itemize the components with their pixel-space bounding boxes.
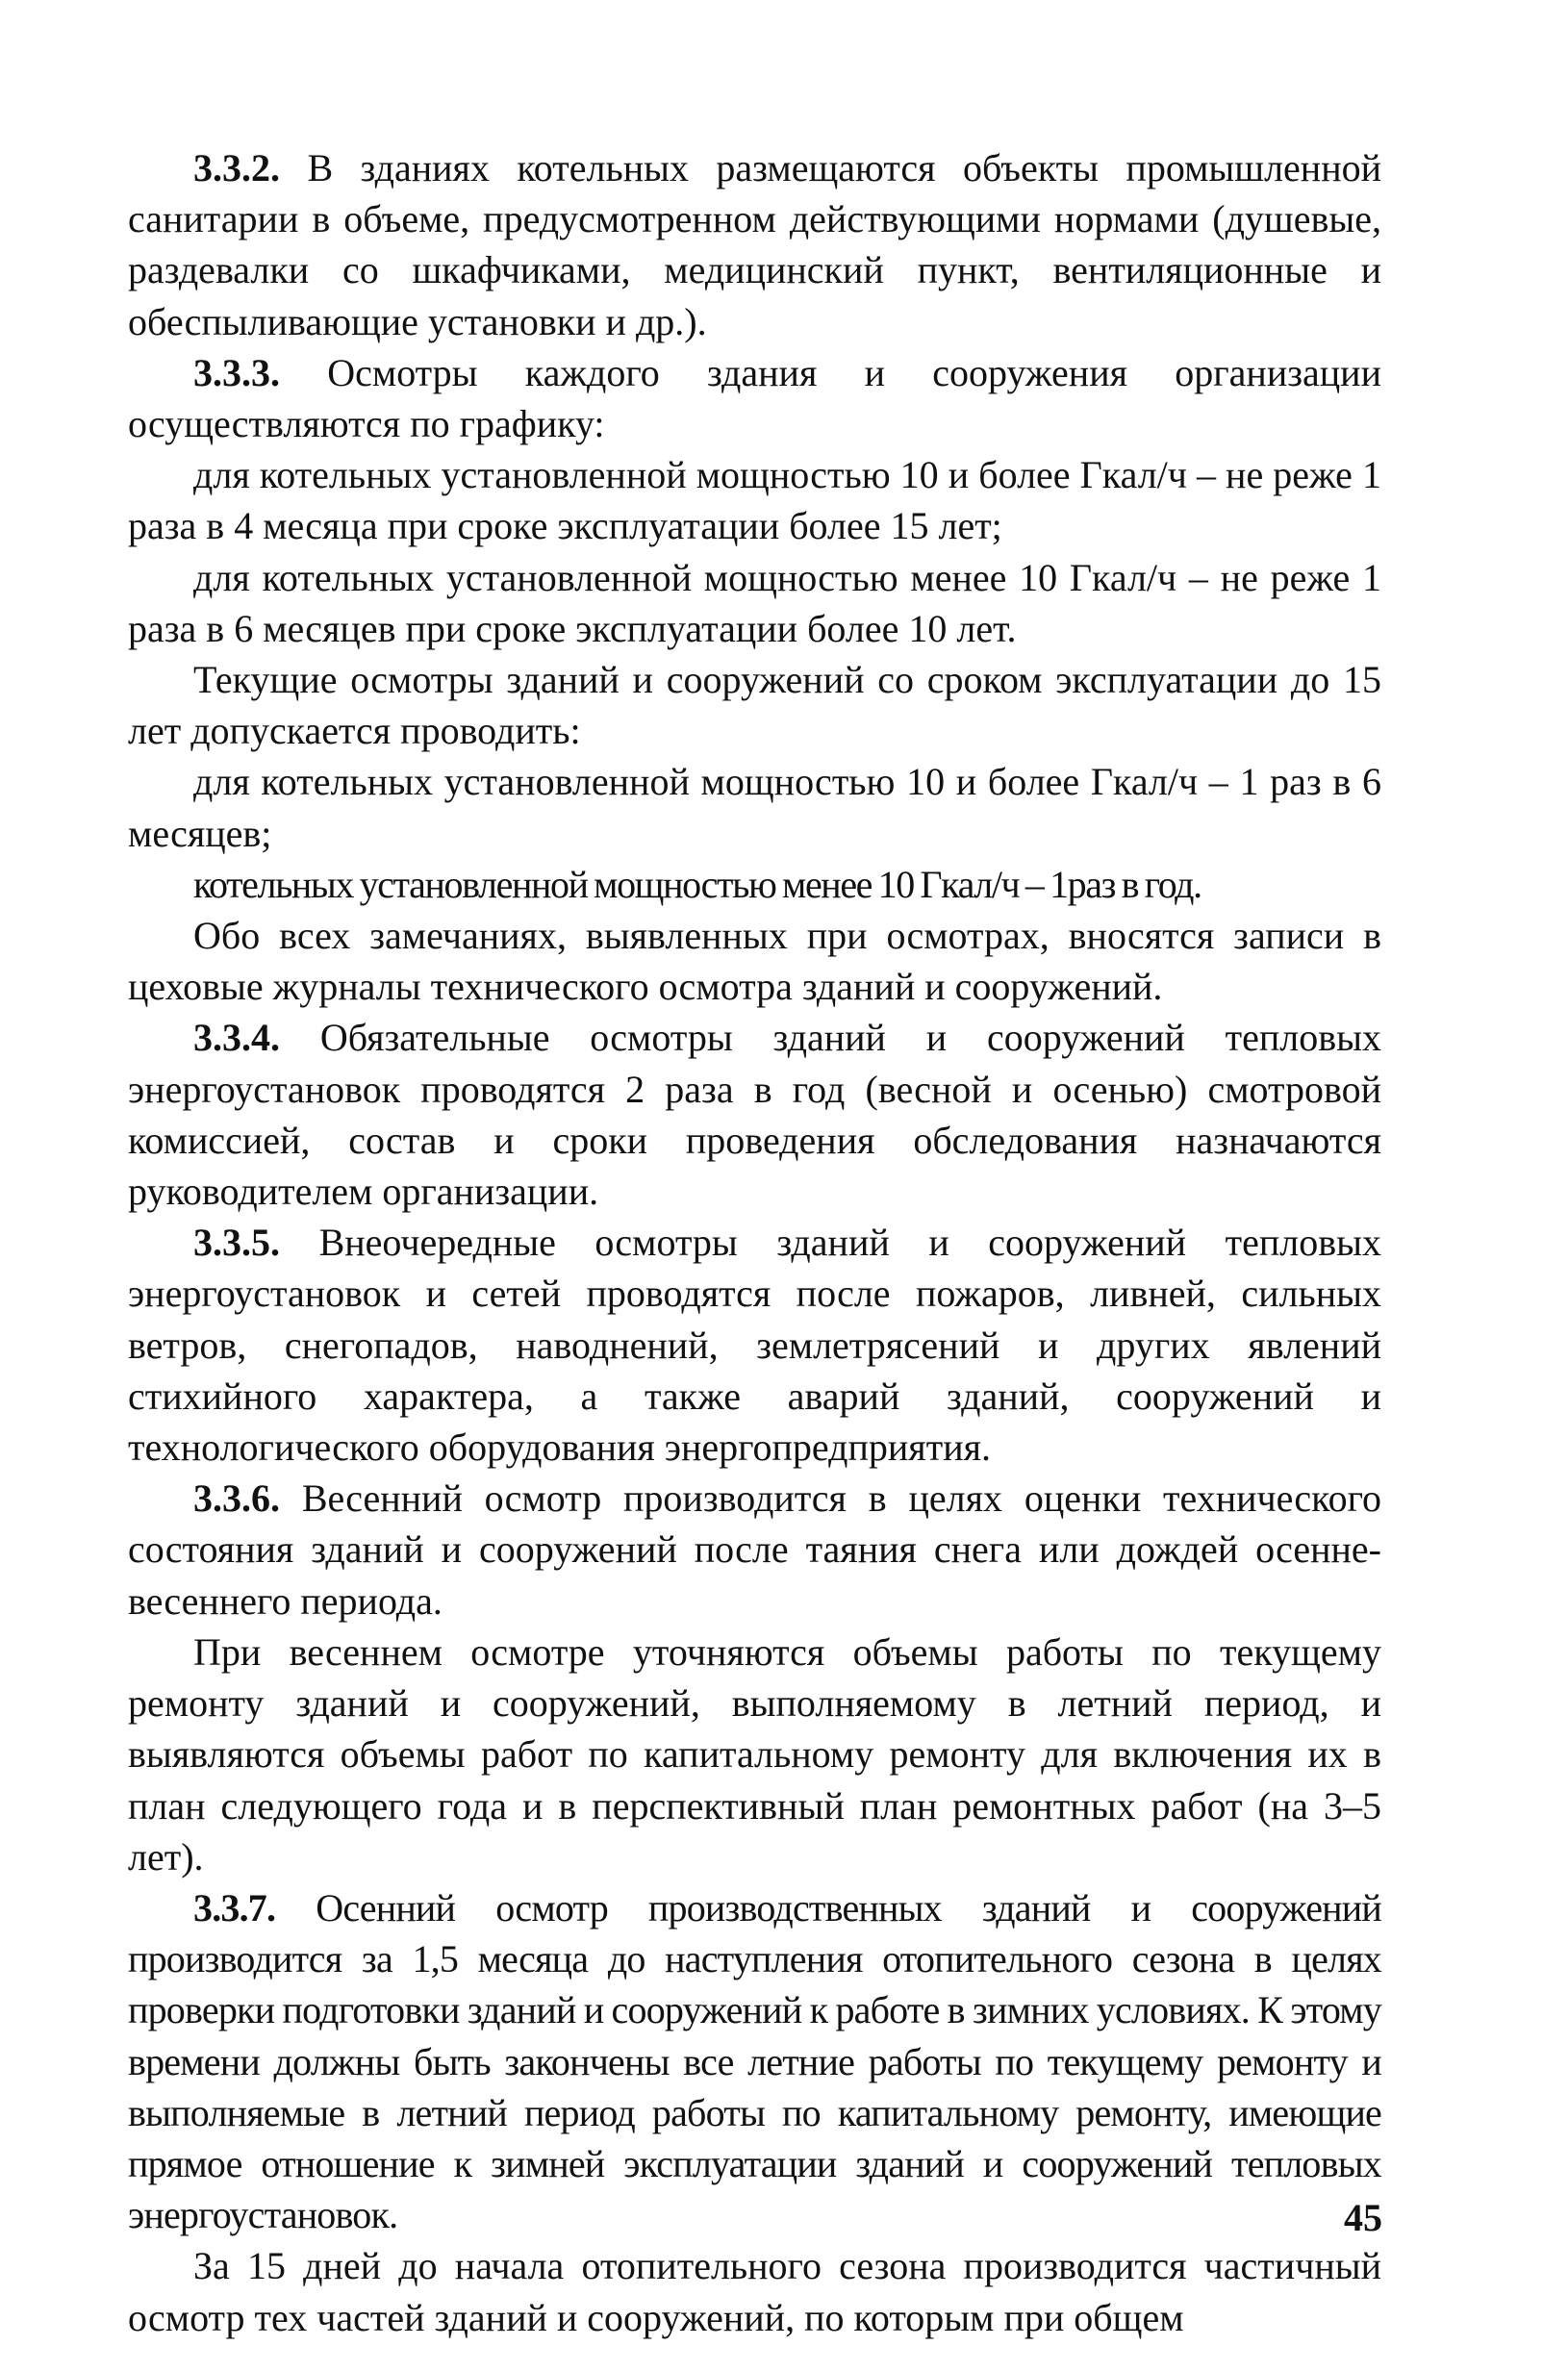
paragraph-current-2 <box>128 859 1381 910</box>
page-number: 45 <box>1344 2196 1382 2239</box>
paragraph-current-inspections <box>128 654 1381 756</box>
paragraph-text: В зданиях котельных размещаются объекты промышленной санитарии в объеме, предусмотренном действующими нормами (душевые, раздевалки со шкафчиками, медицинский пункт, вентиляционные и обеспыливающие установки и др.). <box>128 146 1381 343</box>
paragraph-schedule-2 <box>128 552 1381 654</box>
paragraph-3-3-5 <box>128 1217 1381 1473</box>
paragraph-current-1 <box>128 756 1381 858</box>
paragraph-3-3-4 <box>128 1012 1381 1217</box>
clause-number: 3.3.5. <box>193 1221 280 1265</box>
clause-number: 3.3.7. <box>193 1885 276 1930</box>
paragraph-text: Внеочередные осмотры зданий и сооружений тепловых энергоустановок и сетей проводятся после пожаров, ливней, сильных ветров, снегопадов, наводнений, землетрясений и других явлений стихийного характера, а также аварий зданий, сооружений и технологического оборудования энергопредприятия. <box>128 1221 1381 1470</box>
paragraph-text: для котельных установленной мощностью менее 10 Гкал/ч – не реже 1 раза в 6 месяцев при сроке эксплуатации более 10 лет. <box>128 555 1381 650</box>
paragraph-text: для котельных установленной мощностью 10 и более Гкал/ч – 1 раз в 6 месяцев; <box>128 760 1381 855</box>
paragraph-text: котельных установленной мощностью менее 10 Гкал/ч – 1раз в год. <box>193 862 1201 906</box>
paragraph-text: За 15 дней до начала отопительного сезона производится частичный осмотр тех частей зданий и сооружений, по которым при общем <box>128 2244 1381 2339</box>
paragraph-text: Осенний осмотр производственных зданий и сооружений производится за 1,5 месяца до наступления отопительного сезона в целях проверки подготовки зданий и сооружений к работе в зимних условиях. К этому времени должны быть закончены все летние работы по текущему ремонту и выполняемые в летний период работы по капитальному ремонту, имеющие прямое отношение к зимней эксплуатации зданий и сооружений тепловых энергоустановок. <box>128 1885 1381 2237</box>
paragraph-partial-inspection <box>128 2240 1381 2342</box>
clause-number: 3.3.6. <box>193 1476 280 1521</box>
body-text <box>128 142 1381 2343</box>
paragraph-text: Обо всех замечаниях, выявленных при осмотрах, вносятся записи в цеховые журналы технического осмотра зданий и сооружений. <box>128 914 1381 1009</box>
paragraph-text: для котельных установленной мощностью 10 и более Гкал/ч – не реже 1 раза в 4 месяца при сроке эксплуатации более 15 лет; <box>128 453 1381 548</box>
clause-number: 3.3.4. <box>193 1016 280 1060</box>
paragraph-remarks <box>128 910 1381 1012</box>
paragraph-text: Весенний осмотр производится в целях оценки технического состояния зданий и сооружений после таяния снега или дождей осенне-весеннего периода. <box>128 1476 1381 1623</box>
paragraph-spring-inspection <box>128 1627 1381 1882</box>
paragraph-3-3-3 <box>128 347 1381 449</box>
paragraph-text: Текущие осмотры зданий и сооружений со сроком эксплуатации до 15 лет допускается проводить: <box>128 658 1381 753</box>
paragraph-text: При весеннем осмотре уточняются объемы работы по текущему ремонту зданий и сооружений, выполняемому в летний период, и выявляются объемы работ по капитальному ремонту для включения их в план следующего года и в перспективный план ремонтных работ (на 3–5 лет). <box>128 1629 1381 1879</box>
clause-number: 3.3.3. <box>193 350 280 394</box>
clause-number: 3.3.2. <box>193 146 280 189</box>
paragraph-3-3-6 <box>128 1473 1381 1627</box>
paragraph-text: Осмотры каждого здания и сооружения организации осуществляются по графику: <box>128 350 1381 446</box>
paragraph-text: Обязательные осмотры зданий и сооружений тепловых энергоустановок проводятся 2 раза в год (весной и осенью) смотровой комиссией, состав и сроки проведения обследования назначаются руководителем организации. <box>128 1016 1381 1214</box>
paragraph-3-3-7 <box>128 1882 1381 2240</box>
paragraph-schedule-1 <box>128 449 1381 551</box>
paragraph-3-3-2 <box>128 142 1381 347</box>
